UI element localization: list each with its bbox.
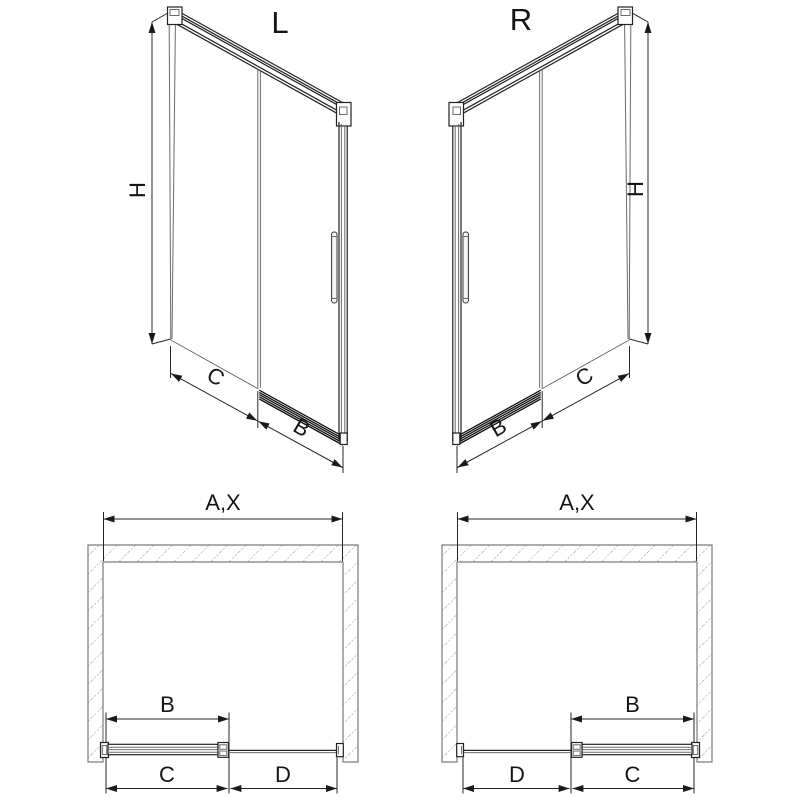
dim-label-b-plan-left: B <box>160 692 175 717</box>
plan-view-right <box>442 512 712 794</box>
dim-label-h-right: H <box>623 181 648 197</box>
variant-label-right: R <box>509 2 533 37</box>
dim-label-c-plan-right: C <box>624 762 641 787</box>
plan-view-left <box>88 512 358 794</box>
variant-label-left: L <box>271 5 289 40</box>
dim-label-d-plan-left: D <box>275 762 291 787</box>
dim-label-d-plan-right: D <box>509 762 525 787</box>
dim-label-c-plan-left: C <box>159 762 175 787</box>
dim-label-b-plan-right: B <box>625 692 640 717</box>
dim-label-b-iso-left: B <box>289 413 315 443</box>
dim-label-ax-plan-right: A,X <box>559 490 595 515</box>
iso-view-right <box>449 7 648 473</box>
dim-label-ax-plan-left: A,X <box>205 490 241 515</box>
dim-label-c-iso-left: C <box>202 361 229 392</box>
dim-label-b-iso-right: B <box>485 413 511 443</box>
dim-label-h-left: H <box>125 182 150 198</box>
dim-label-c-iso-right: C <box>571 361 598 392</box>
iso-view-left <box>152 7 351 473</box>
